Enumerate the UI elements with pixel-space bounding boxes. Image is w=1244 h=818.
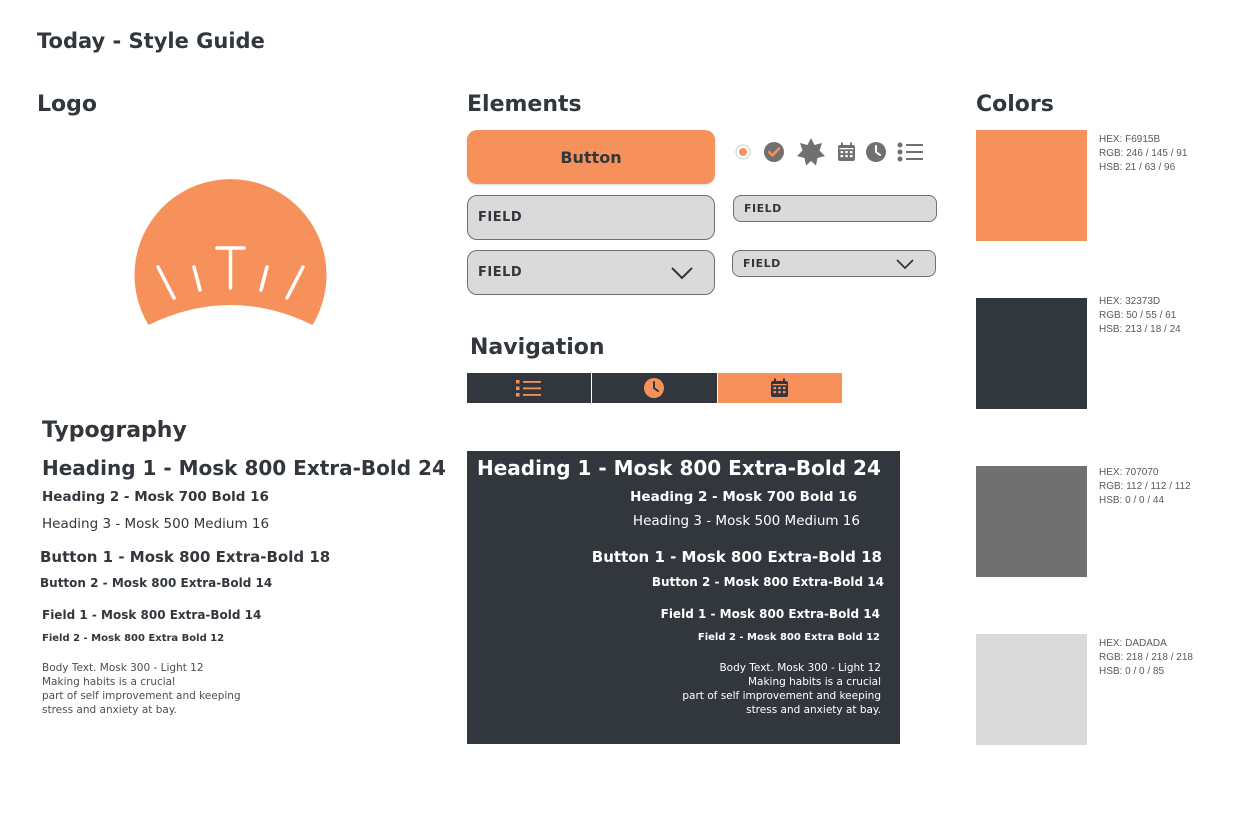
type-sample-field-2: Field 2 - Mosk 800 Extra Bold 12 <box>42 633 225 644</box>
color-hsb: HSB: 213 / 18 / 24 <box>1099 324 1181 335</box>
color-info-dark <box>1099 295 1181 337</box>
body-line: Making habits is a crucial <box>42 676 176 688</box>
type-sample-field-1: Field 1 - Mosk 800 Extra-Bold 14 <box>42 608 262 622</box>
today-logo <box>128 170 333 335</box>
color-hsb: HSB: 0 / 0 / 44 <box>1099 495 1165 506</box>
select-field-small[interactable] <box>732 250 936 277</box>
color-hsb: HSB: 0 / 0 / 85 <box>1099 666 1165 677</box>
clock-icon <box>643 377 665 399</box>
color-hex: HEX: F6915B <box>1099 134 1161 145</box>
chevron-down-icon <box>670 266 694 280</box>
type-sample-field-1-dark: Field 1 - Mosk 800 Extra-Bold 14 <box>660 607 880 621</box>
color-rgb: RGB: 50 / 55 / 61 <box>1099 310 1177 321</box>
colors-section-heading: Colors <box>976 92 1054 117</box>
type-sample-button-2: Button 2 - Mosk 800 Extra-Bold 14 <box>40 576 273 590</box>
calendar-icon[interactable] <box>837 142 856 162</box>
body-line: part of self improvement and keeping <box>682 690 881 702</box>
body-line: part of self improvement and keeping <box>42 690 241 702</box>
type-sample-heading-2-dark: Heading 2 - Mosk 700 Bold 16 <box>630 489 857 505</box>
color-hex: HEX: 32373D <box>1099 296 1161 307</box>
color-swatch-orange <box>976 130 1087 241</box>
body-line: stress and anxiety at bay. <box>746 704 881 716</box>
type-sample-heading-3: Heading 3 - Mosk 500 Medium 16 <box>42 516 270 532</box>
body-line: stress and anxiety at bay. <box>42 704 177 716</box>
color-hex: HEX: 707070 <box>1099 467 1159 478</box>
page-title: Today - Style Guide <box>37 29 265 53</box>
check-circle-icon[interactable] <box>763 141 785 163</box>
logo-section-heading: Logo <box>37 92 97 117</box>
type-sample-body <box>42 661 241 717</box>
body-line: Body Text. Mosk 300 - Light 12 <box>719 662 881 674</box>
select-field-small-label: FIELD <box>743 257 781 270</box>
navigation-bar <box>467 373 842 403</box>
color-rgb: RGB: 112 / 112 / 112 <box>1099 481 1191 492</box>
nav-tab-list[interactable] <box>467 373 592 403</box>
text-field-small-label: FIELD <box>744 202 782 215</box>
badge-star-icon <box>796 137 826 167</box>
color-swatch-gray <box>976 466 1087 577</box>
color-swatch-light-gray <box>976 634 1087 745</box>
nav-tab-clock[interactable] <box>592 373 717 403</box>
type-sample-body-dark <box>682 661 881 717</box>
color-swatch-dark <box>976 298 1087 409</box>
nav-tab-calendar[interactable] <box>718 373 842 403</box>
type-sample-heading-3-dark: Heading 3 - Mosk 500 Medium 16 <box>632 513 860 529</box>
color-rgb: RGB: 246 / 145 / 91 <box>1099 148 1188 159</box>
color-hex: HEX: DADADA <box>1099 638 1167 649</box>
text-field-small[interactable] <box>733 195 937 222</box>
type-sample-field-2-dark: Field 2 - Mosk 800 Extra Bold 12 <box>697 632 880 643</box>
text-field-large[interactable] <box>467 195 715 240</box>
color-rgb: RGB: 218 / 218 / 218 <box>1099 652 1193 663</box>
select-field-large[interactable] <box>467 250 715 295</box>
body-line: Making habits is a crucial <box>747 676 881 688</box>
typography-section-heading: Typography <box>42 418 187 443</box>
select-field-large-label: FIELD <box>478 265 523 280</box>
chevron-down-icon <box>895 258 915 270</box>
color-info-orange <box>1099 133 1187 175</box>
type-sample-heading-2: Heading 2 - Mosk 700 Bold 16 <box>42 489 269 505</box>
type-sample-heading-1-dark: Heading 1 - Mosk 800 Extra-Bold 24 <box>477 456 881 480</box>
typography-dark-panel <box>467 451 900 744</box>
calendar-icon <box>770 378 789 398</box>
elements-section-heading: Elements <box>467 92 582 117</box>
type-sample-button-2-dark: Button 2 - Mosk 800 Extra-Bold 14 <box>651 575 884 589</box>
color-info-light-gray <box>1099 637 1193 679</box>
radio-icon[interactable] <box>735 144 751 160</box>
body-line: Body Text. Mosk 300 - Light 12 <box>42 662 204 674</box>
type-sample-button-1-dark: Button 1 - Mosk 800 Extra-Bold 18 <box>591 548 882 566</box>
navigation-section-heading: Navigation <box>470 335 605 360</box>
color-info-gray <box>1099 466 1191 508</box>
type-sample-heading-1: Heading 1 - Mosk 800 Extra-Bold 24 <box>42 456 446 480</box>
clock-icon[interactable] <box>865 141 887 163</box>
text-field-large-label: FIELD <box>478 210 523 225</box>
list-icon[interactable] <box>897 142 925 162</box>
primary-button-sample[interactable]: Button <box>467 130 715 184</box>
type-sample-button-1: Button 1 - Mosk 800 Extra-Bold 18 <box>40 548 331 566</box>
color-hsb: HSB: 21 / 63 / 96 <box>1099 162 1176 173</box>
list-icon <box>515 379 543 397</box>
